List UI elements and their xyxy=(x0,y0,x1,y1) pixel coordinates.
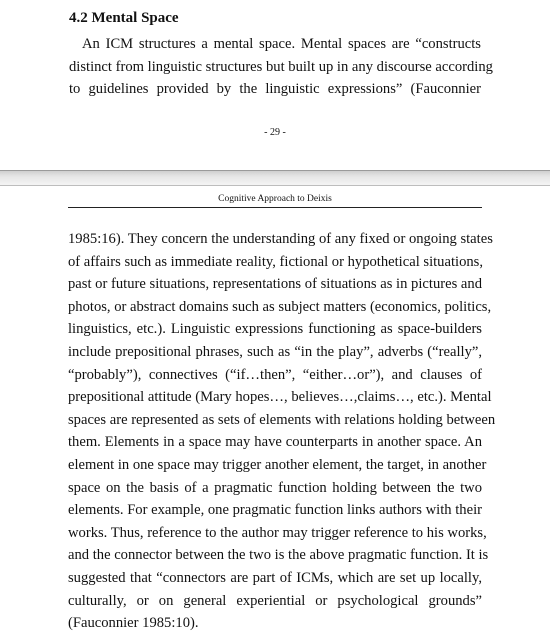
section-heading: 4.2 Mental Space xyxy=(69,10,179,26)
top-page xyxy=(0,0,550,170)
text-line: element in one space may trigger another element, the target, in another xyxy=(68,456,487,473)
bottom-paragraph xyxy=(68,228,496,635)
text-line: them. Elements in a space may have counterparts in another space. An xyxy=(68,434,482,451)
text-line: (Fauconnier 1985:10). xyxy=(68,615,199,632)
page-divider xyxy=(0,170,550,186)
text-line: works. Thus, reference to the author may trigger reference to his works, xyxy=(68,524,487,541)
text-line: prepositional attitude (Mary hopes…, believes…,claims…, etc.). Mental xyxy=(68,389,492,406)
text-line: of affairs such as immediate reality, fictional or hypothetical situations, xyxy=(68,253,483,270)
text-line: past or future situations, representations of situations as in pictures and xyxy=(68,276,482,293)
text-line: linguistics, etc.). Linguistic expressions functioning as space-builders xyxy=(68,321,482,338)
bottom-page xyxy=(0,186,550,632)
header-rule xyxy=(68,207,482,208)
text-line: “probably”), connectives (“if…then”, “either…or”), and clauses of xyxy=(68,366,482,383)
text-line: space on the basis of a pragmatic function holding between the two xyxy=(68,479,482,496)
running-head: Cognitive Approach to Deixis xyxy=(218,194,332,204)
text-line: suggested that “connectors are part of ICMs, which are set up locally, xyxy=(68,569,482,586)
text-line: culturally, or on general experiential or psychological grounds” xyxy=(68,592,482,609)
text-line: 1985:16). They concern the understanding of any fixed or ongoing states xyxy=(68,231,493,247)
text-line: photos, or abstract domains such as subject matters (economics, politics, xyxy=(68,298,492,315)
top-paragraph xyxy=(69,33,493,101)
text-line: to guidelines provided by the linguistic expressions” (Fauconnier xyxy=(69,81,481,97)
text-line: An ICM structures a mental space. Mental spaces are “constructs xyxy=(82,36,481,52)
text-line: spaces are represented as sets of elements with relations holding between xyxy=(68,411,496,428)
page-number: - 29 - xyxy=(264,127,286,138)
text-line: elements. For example, one pragmatic function links authors with their xyxy=(68,502,482,519)
text-line: include prepositional phrases, such as “in the play”, adverbs (“really”, xyxy=(68,343,482,360)
text-line: and the connector between the two is the above pragmatic function. It is xyxy=(68,547,489,564)
text-line: distinct from linguistic structures but built up in any discourse according xyxy=(69,58,493,75)
